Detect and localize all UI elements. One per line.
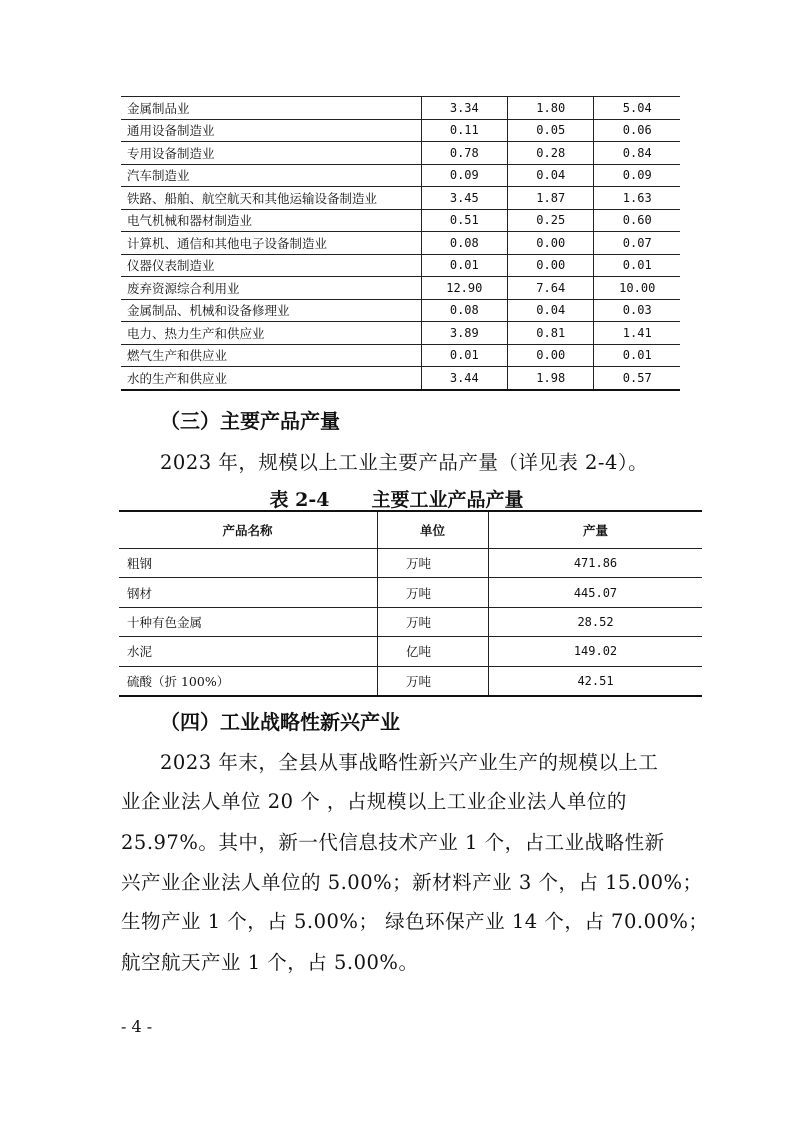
- value-cell: 1.80: [508, 97, 594, 120]
- value-cell: 0.07: [594, 232, 680, 255]
- value-cell: 0.01: [594, 344, 680, 367]
- value-cell: 10.00: [594, 277, 680, 300]
- value-cell: 3.89: [421, 322, 508, 345]
- industry-name-cell: 通用设备制造业: [121, 119, 421, 142]
- value-cell: 0.00: [508, 232, 594, 255]
- table-row: [119, 607, 702, 636]
- value-cell: 0.51: [421, 209, 508, 232]
- header-product-name: 产品名称: [119, 511, 378, 549]
- value-cell: 0.01: [421, 344, 508, 367]
- output-cell: 445.07: [489, 578, 703, 607]
- unit-cell: 亿吨: [378, 637, 489, 666]
- value-cell: 3.44: [421, 367, 508, 390]
- section-4-line: 2023 年末，全县从事战略性新兴产业生产的规模以上工: [160, 751, 659, 774]
- industry-name-cell: 金属制品、机械和设备修理业: [121, 299, 421, 322]
- industry-name-cell: 废弃资源综合利用业: [121, 277, 421, 300]
- product-name-cell: 十种有色金属: [119, 607, 378, 636]
- industry-name-cell: 燃气生产和供应业: [121, 344, 421, 367]
- value-cell: 0.04: [508, 299, 594, 322]
- table-row: [121, 209, 680, 232]
- value-cell: 3.34: [421, 97, 508, 120]
- table-row: [121, 187, 680, 210]
- value-cell: 1.98: [508, 367, 594, 390]
- unit-cell: 万吨: [378, 578, 489, 607]
- unit-cell: 万吨: [378, 607, 489, 636]
- value-cell: 1.41: [594, 322, 680, 345]
- header-unit: 单位: [378, 511, 489, 549]
- value-cell: 0.09: [594, 164, 680, 187]
- table-header-row: [119, 511, 702, 549]
- industry-name-cell: 专用设备制造业: [121, 142, 421, 165]
- industry-table: [121, 96, 680, 391]
- value-cell: 0.78: [421, 142, 508, 165]
- unit-cell: 万吨: [378, 549, 489, 578]
- output-cell: 42.51: [489, 666, 703, 696]
- table-row: [121, 97, 680, 120]
- value-cell: 0.11: [421, 119, 508, 142]
- section-3-heading: （三）主要产品产量: [160, 409, 340, 433]
- table-row: [119, 637, 702, 666]
- value-cell: 0.84: [594, 142, 680, 165]
- industry-name-cell: 铁路、船舶、航空航天和其他运输设备制造业: [121, 187, 421, 210]
- section-4-line: 25.97%。其中，新一代信息技术产业 1 个，占工业战略性新: [121, 831, 665, 854]
- value-cell: 0.05: [508, 119, 594, 142]
- table-row: [121, 254, 680, 277]
- industry-name-cell: 计算机、通信和其他电子设备制造业: [121, 232, 421, 255]
- value-cell: 0.81: [508, 322, 594, 345]
- value-cell: 0.08: [421, 232, 508, 255]
- industry-name-cell: 电力、热力生产和供应业: [121, 322, 421, 345]
- table-row: [121, 232, 680, 255]
- product-name-cell: 硫酸（折 100%）: [119, 666, 378, 696]
- table-row: [121, 322, 680, 345]
- value-cell: 7.64: [508, 277, 594, 300]
- industry-name-cell: 水的生产和供应业: [121, 367, 421, 390]
- value-cell: 3.45: [421, 187, 508, 210]
- table-row: [121, 344, 680, 367]
- value-cell: 1.87: [508, 187, 594, 210]
- value-cell: 0.00: [508, 344, 594, 367]
- value-cell: 0.60: [594, 209, 680, 232]
- table-row: [121, 367, 680, 390]
- table-row: [119, 666, 702, 696]
- table-2-4-caption: [0, 485, 793, 512]
- value-cell: 0.57: [594, 367, 680, 390]
- industry-name-cell: 仪器仪表制造业: [121, 254, 421, 277]
- value-cell: 12.90: [421, 277, 508, 300]
- section-4-line: 航空航天产业 1 个，占 5.00%。: [121, 951, 419, 974]
- value-cell: 1.63: [594, 187, 680, 210]
- product-name-cell: 水泥: [119, 637, 378, 666]
- section-4-heading: （四）工业战略性新兴产业: [160, 710, 400, 734]
- value-cell: 0.28: [508, 142, 594, 165]
- industry-name-cell: 金属制品业: [121, 97, 421, 120]
- section-4-line: 生物产业 1 个，占 5.00%； 绿色环保产业 14 个，占 70.00%；: [121, 910, 709, 933]
- product-output-table: [119, 510, 702, 697]
- output-cell: 149.02: [489, 637, 703, 666]
- table-2-4-title: 主要工业产品产量: [371, 489, 524, 511]
- page-number: - 4 -: [121, 1017, 153, 1036]
- value-cell: 5.04: [594, 97, 680, 120]
- value-cell: 0.09: [421, 164, 508, 187]
- value-cell: 0.03: [594, 299, 680, 322]
- section-4-line: 兴产业企业法人单位的 5.00%；新材料产业 3 个，占 15.00%；: [121, 871, 703, 894]
- value-cell: 0.01: [594, 254, 680, 277]
- value-cell: 0.06: [594, 119, 680, 142]
- unit-cell: 万吨: [378, 666, 489, 696]
- table-row: [121, 119, 680, 142]
- value-cell: 0.00: [508, 254, 594, 277]
- table-row: [119, 578, 702, 607]
- section-4-line: 业企业法人单位 20 个 ，占规模以上工业企业法人单位的: [121, 790, 627, 813]
- output-cell: 471.86: [489, 549, 703, 578]
- section-3-intro: 2023 年，规模以上工业主要产品产量（详见表 2-4）。: [160, 451, 649, 474]
- product-name-cell: 粗钢: [119, 549, 378, 578]
- table-row: [121, 142, 680, 165]
- table-row: [121, 299, 680, 322]
- value-cell: 0.01: [421, 254, 508, 277]
- value-cell: 0.04: [508, 164, 594, 187]
- output-cell: 28.52: [489, 607, 703, 636]
- table-row: [121, 164, 680, 187]
- table-row: [119, 549, 702, 578]
- industry-name-cell: 电气机械和器材制造业: [121, 209, 421, 232]
- value-cell: 0.08: [421, 299, 508, 322]
- table-row: [121, 277, 680, 300]
- product-name-cell: 钢材: [119, 578, 378, 607]
- table-2-4-number: 表 2-4: [269, 489, 330, 511]
- industry-name-cell: 汽车制造业: [121, 164, 421, 187]
- header-output: 产量: [489, 511, 703, 549]
- value-cell: 0.25: [508, 209, 594, 232]
